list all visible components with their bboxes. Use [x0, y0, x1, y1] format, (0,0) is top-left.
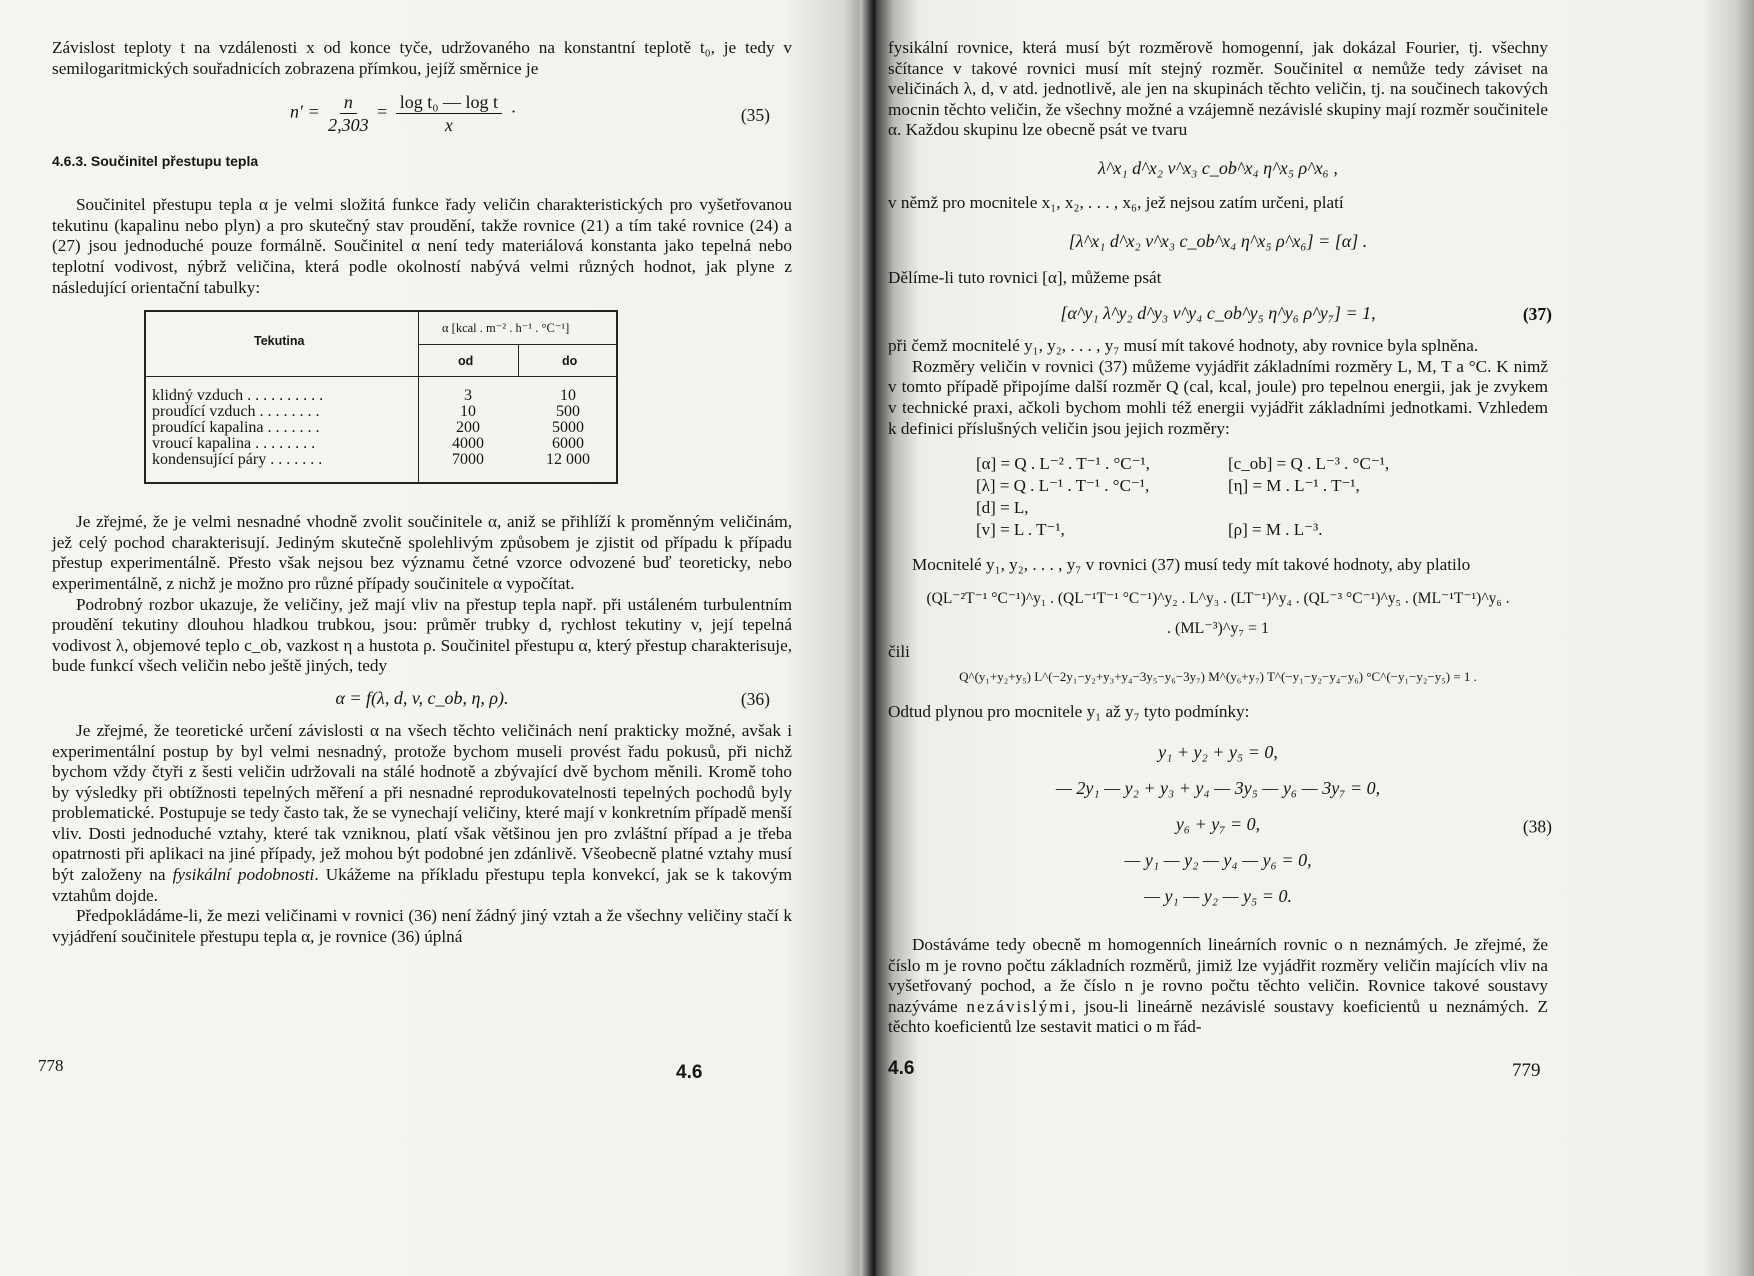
section-marker-left: 4.6	[676, 1062, 703, 1083]
paragraph-homogeneous-tail: , jsou-li lineárně nezávislé soustavy koeficientů u neznámých. Z těchto koeficientů lze sestavit matici o m řád-	[888, 996, 1548, 1037]
eq35-frac1-denominator: 2,303	[328, 115, 369, 136]
equation-number-36: (36)	[740, 688, 770, 709]
paragraph-dimensions: Rozměry veličin v rovnici (37) můžeme vyjádřit základními rozměry L, M, T a °C. K nimž v tomto případě připojíme další rozměr Q (cal, kcal, joule) pro tepelnou energii, jak je zvykem v technické praxi, ačkoli bychom mohli též energii vyjádřit základními jednotkami. Vzhledem k definici příslušných veličin jsou jejich rozměry:	[888, 356, 1548, 438]
table-row-label: kondensující páry . . . . . . .	[152, 451, 323, 469]
eq35-frac1-numerator: n	[340, 91, 357, 114]
heat-transfer-table	[144, 310, 618, 484]
table-header-from: od	[458, 354, 474, 369]
paragraph-theory	[52, 721, 792, 906]
dimension-alpha: [α] = Q . L⁻² . T⁻¹ . °C⁻¹,	[976, 454, 1150, 474]
table-labels	[152, 388, 418, 468]
paragraph-choosing-alpha: Je zřejmé, že je velmi nesnadné vhodně zvolit součinitele α, aniž se přihlíží k proměnným veličinám, jež celý pochod charakterisují. Jediným skutečně spolehlivým způsobem je zjistit od případu k případu přestup experimentálně. Přesto však nejsou bez významu četné vzorce odvozené buď teoreticky, nebo experimentálně, z nichž je možno pro různé případy součinitele α vypočítat.	[52, 512, 792, 593]
table-divider-range	[518, 344, 519, 376]
paragraph-homogeneous-equations	[888, 935, 1548, 1038]
table-row-label: proudící kapalina . . . . . . .	[152, 419, 320, 437]
section-heading: 4.6.3. Součinitel přestupu tepla	[52, 153, 259, 170]
dimension-cob: [c_ob] = Q . L⁻³ . °C⁻¹,	[1228, 454, 1390, 474]
eq35-equals: =	[377, 101, 388, 122]
table-rule-header	[146, 376, 616, 377]
group-formula: λ^x₁ d^x₂ v^x₃ c_ob^x₄ η^x₅ ρ^x₆ ,	[1098, 157, 1338, 178]
right-page-body	[888, 38, 1552, 1038]
bracket-formula: [λ^x₁ d^x₂ v^x₃ c_ob^x₄ η^x₅ ρ^x₆] = [α] .	[1068, 230, 1368, 251]
table-cell-to: 10	[560, 387, 576, 405]
table-to-values	[518, 388, 618, 468]
section-marker-right: 4.6	[888, 1058, 915, 1079]
eq35-frac2-numerator: log t₀ — log t	[396, 91, 502, 114]
page-number-right: 779	[1512, 1060, 1541, 1081]
equation-36	[52, 687, 792, 711]
equation-number-37: (37)	[1522, 304, 1552, 325]
table-row-label: proudící vzduch . . . . . . . .	[152, 403, 320, 421]
eq37-formula: [α^y₁ λ^y₂ d^y₃ v^y₄ c_ob^y₅ η^y₆ ρ^y₇] = 1,	[1060, 303, 1376, 324]
dimension-d: [d] = L,	[976, 498, 1029, 518]
dimension-v: [v] = L . T⁻¹,	[976, 520, 1065, 540]
eq38-line-2: — 2y₁ — y₂ + y₃ + y₄ — 3y₅ — y₆ — 3y₇ = 0,	[1055, 777, 1381, 798]
dimension-eta: [η] = M . L⁻¹ . T⁻¹,	[1228, 476, 1360, 496]
paragraph-theory-text: Je zřejmé, že teoretické určení závislosti α na všech těchto veličinách není prakticky možné, avšak i experimentální postup by byl velmi nesnadný, protože bychom museli provést řadu pokusů, při nichž bychom vždy čtyři z šesti veličin udržovali na stálé hodnotě a zbývající dvě bychom měnili. Kromě toho by výsledky při obtížnosti tepelných měření a při nesnadné reprodukovatelnosti tepelných pochodů byly problematické. Postupuje se tedy často tak, že se vynechají veličiny, které mají v konkretním případě menší vliv. Dosti jednoduché vztahy, které tak vzniknou, platí však většinou jen pro zvláštní případ a je třeba opatrnosti při aplikaci na jiné případy, jež mohou být podobné jen zdánlivě. Všeobecně platné vztahy musí být založeny na	[52, 720, 792, 885]
equation-number-35: (35)	[740, 105, 770, 126]
page-number-left: 778	[38, 1056, 64, 1075]
exponent-line: Q^(y₁+y₂+y₅) L^(−2y₁−y₂+y₃+y₄−3y₅−y₆−3y₇) M^(y₆+y₇) T^(−y₁−y₂−y₄−y₆) °C^(−y₁−y₂−y₅) = 1 .	[959, 669, 1477, 685]
independent-term: nezávislými	[966, 996, 1072, 1016]
paragraph-assumption: Předpokládáme-li, že mezi veličinami v rovnici (36) není žádný jiný vztah a že všechny veličiny stačí k vyjádření součinitele přestupu tepla α, je rovnice (36) úplná	[52, 906, 792, 946]
table-header-fluid: Tekutina	[254, 334, 305, 349]
paragraph-exponent-values: při čemž mocnitelé y₁, y₂, . . . , y₇ musí mít takové hodnoty, aby rovnice byla splněna.	[888, 336, 1479, 356]
eq38-line-3: y₆ + y₇ = 0,	[1175, 813, 1261, 834]
table-cell-to: 5000	[552, 419, 584, 437]
table-header-to: do	[562, 354, 578, 369]
eq38-line-5: — y₁ — y₂ — y₅ = 0.	[1144, 885, 1292, 906]
right-page	[876, 0, 1754, 1276]
intro-paragraph: Závislost teploty t na vzdálenosti x od konce tyče, udržovaného na konstantní teplotě t₀, je tedy v semilogaritmických souřadnicích zobrazena přímkou, jejíž směrnice je	[52, 38, 792, 78]
product-line-1: (QL⁻²T⁻¹ °C⁻¹)^y₁ . (QL⁻¹T⁻¹ °C⁻¹)^y₂ . L^y₃ . (LT⁻¹)^y₄ . (QL⁻³ °C⁻¹)^y₅ . (ML⁻¹T⁻¹)^y₆ .	[926, 589, 1510, 607]
paragraph-homogeneity: fysikální rovnice, která musí být rozměrově homogenní, jak dokázal Fourier, tj. všechny sčítance v takové rovnici musí mít stejný rozměr. Součinitel α nemůže tedy záviset na veličinách λ, d, v atd. jednotlivě, ale jen na skupinách těchto veličin, tj. na součinech takových mocnin těchto veličin, že všechny možné a vzájemně nezávislé skupiny mají rozměr součinitele α. Každou skupinu lze obecně psát ve tvaru	[888, 38, 1548, 140]
left-page-body	[52, 38, 792, 947]
paragraph-variables: Podrobný rozbor ukazuje, že veličiny, jež mají vliv na přestup tepla např. při ustáleném turbulentním proudění tekutiny dlouhou hladkou trubkou, jsou: průměr trubky d, rychlost tekutiny v, její tepelná vodivost λ, objemové teplo c_ob, vazkost η a hustota ρ. Součinitel přestupu α, který přestup charakterisuje, bude funkcí všech veličin nebo ještě jiných, tedy	[52, 594, 792, 676]
table-rule-unit	[418, 344, 618, 345]
table-cell-to: 6000	[552, 435, 584, 453]
eq35-tail: ·	[510, 101, 517, 122]
table-cell-from: 4000	[452, 435, 484, 453]
equation-35	[52, 91, 792, 139]
table-cell-to: 12 000	[546, 451, 590, 469]
table-cell-from: 200	[456, 419, 480, 437]
physical-similarity-term: fysikální podobnosti	[172, 865, 315, 885]
paragraph-divide: Dělíme-li tuto rovnici [α], můžeme psát	[888, 267, 1162, 287]
dimension-lambda: [λ] = Q . L⁻¹ . T⁻¹ . °C⁻¹,	[976, 476, 1150, 496]
paragraph-homogeneous-text: Dostáváme tedy obecně m homogenních lineárních rovnic o n neznámých. Je zřejmé, že číslo m je rovno počtu základních rozměrů, jimiž lze vyjádřit rozměry veličin majících vliv na vyšetřovaný pochod, a že číslo n je rovno počtu těchto veličin. Rovnice takové soustavy nazýváme	[888, 934, 1548, 1016]
eq35-fraction-2	[396, 91, 502, 136]
equation-37	[888, 302, 1552, 326]
table-from-values	[418, 388, 518, 468]
paragraph-alpha-intro: Součinitel přestupu tepla α je velmi složitá funkce řady veličin charakteristických pro vyšetřovanou tekutinu (kapalinu nebo plyn) a pro skutečný stav proudění, takže rovnice (21) a tím také rovnice (24) a (27) jsou jednoduché pouze formálně. Součinitel α není tedy materiálová konstanta jako tepelná nebo teplotní vodivost, nýbrž veličina, která podle okolností nabývá velmi různých hodnot, jak plyne z následující orientační tabulky:	[52, 195, 792, 297]
eq36-formula: α = f(λ, d, v, c_ob, η, ρ).	[335, 687, 509, 708]
eq38-line-4: — y₁ — y₂ — y₄ — y₆ = 0,	[1124, 849, 1312, 870]
table-row-label: vroucí kapalina . . . . . . . .	[152, 435, 316, 453]
eq35-lhs: n′ =	[290, 101, 320, 122]
paragraph-exponents: v němž pro mocnitele x₁, x₂, . . . , x₆, jež nejsou zatím určeni, platí	[888, 192, 1344, 212]
equation-system-38	[888, 737, 1552, 917]
cili-label: čili	[888, 641, 910, 661]
paragraph-theory-tail: . Ukážeme na příkladu přestupu tepla konvekcí, jak se k takovým vztahům dojde.	[52, 865, 792, 905]
left-page	[0, 0, 870, 1276]
table-cell-from: 3	[464, 387, 472, 405]
paragraph-conditions-intro: Odtud plynou pro mocnitele y₁ až y₇ tyto podmínky:	[888, 702, 1250, 722]
table-header-unit: α [kcal . m⁻² . h⁻¹ . °C⁻¹]	[442, 321, 570, 336]
table-cell-to: 500	[556, 403, 580, 421]
table-frame	[144, 310, 618, 484]
eq35-fraction-1	[328, 91, 369, 136]
dimensions-list	[888, 453, 1548, 543]
table-cell-from: 10	[460, 403, 476, 421]
paragraph-condition: Mocnitelé y₁, y₂, . . . , y₇ v rovnici (37) musí tedy mít takové hodnoty, aby platilo	[912, 555, 1471, 575]
eq38-line-1: y₁ + y₂ + y₅ = 0,	[1158, 741, 1278, 762]
equation-number-38: (38)	[1522, 816, 1552, 837]
product-line-2: . (ML⁻³)^y₇ = 1	[1166, 619, 1269, 637]
table-cell-from: 7000	[452, 451, 484, 469]
eq35-frac2-denominator: x	[444, 115, 453, 136]
dimension-rho: [ρ] = M . L⁻³.	[1228, 520, 1323, 540]
table-row-label: klidný vzduch . . . . . . . . . .	[152, 387, 324, 405]
